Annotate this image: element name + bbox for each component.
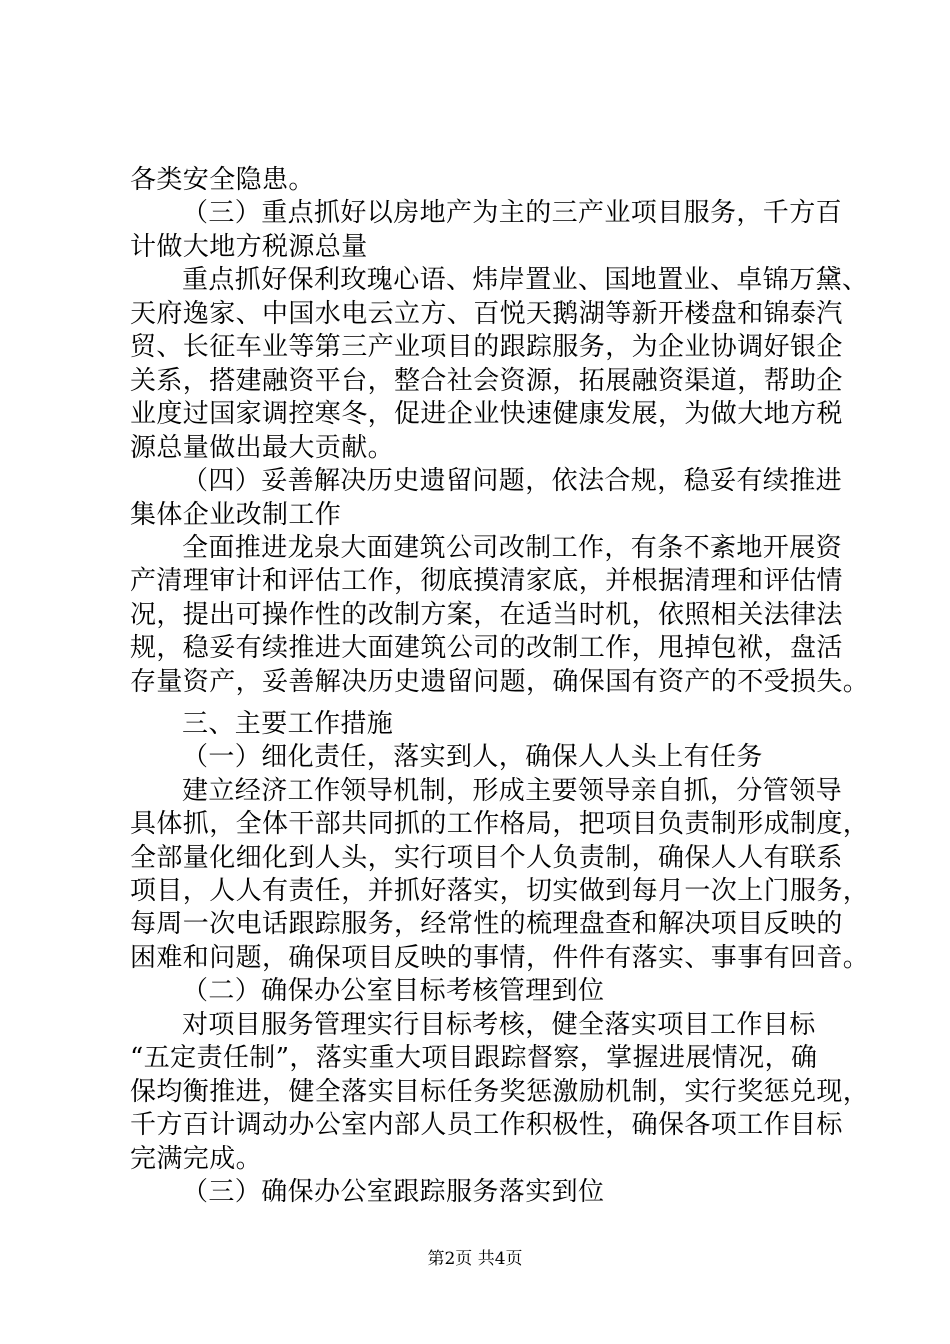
paragraph-line: 业度过国家调控寒冬，促进企业快速健康发展，为做大地方税: [130, 399, 843, 430]
section-heading: （三）确保办公室跟踪服务落实到位: [182, 1177, 605, 1208]
page-footer: 第2页 共4页: [427, 1249, 523, 1269]
paragraph-line: 规，稳妥有续推进大面建筑公司的改制工作，甩掉包袱，盘活: [130, 633, 843, 664]
paragraph-line: “五定责任制”，落实重大项目跟踪督察，掌握进展情况，确: [130, 1043, 818, 1074]
chapter-heading: 三、主要工作措施: [182, 708, 394, 739]
paragraph-line: 存量资产，妥善解决历史遗留问题，确保国有资产的不受损失。: [130, 666, 870, 697]
paragraph-line: 重点抓好保利玫瑰心语、炜岸置业、国地置业、卓锦万黛、: [182, 265, 869, 296]
paragraph-line: 贸、长征车业等第三产业项目的跟踪服务，为企业协调好银企: [130, 332, 843, 363]
paragraph-line: 完满完成。: [130, 1143, 263, 1174]
paragraph-line: 天府逸家、中国水电云立方、百悦天鹅湖等新开楼盘和锦泰汽: [130, 298, 843, 329]
section-heading: 计做大地方税源总量: [130, 231, 368, 262]
paragraph-line: 源总量做出最大贡献。: [130, 432, 395, 463]
paragraph-line: 具体抓，全体干部共同抓的工作格局，把项目负责制形成制度，: [130, 809, 870, 840]
paragraph-line: 关系，搭建融资平台，整合社会资源，拓展融资渠道，帮助企: [130, 365, 843, 396]
paragraph-line: 困难和问题，确保项目反映的事情，件件有落实、事事有回音。: [130, 942, 870, 973]
section-heading: （二）确保办公室目标考核管理到位: [182, 976, 605, 1007]
paragraph-line: 全面推进龙泉大面建筑公司改制工作，有条不紊地开展资: [182, 532, 843, 563]
section-heading: 集体企业改制工作: [130, 499, 342, 530]
paragraph-line: 项目，人人有责任，并抓好落实，切实做到每月一次上门服务，: [130, 875, 870, 906]
paragraph-line: 建立经济工作领导机制，形成主要领导亲自抓，分管领导: [182, 775, 843, 806]
paragraph-line: 对项目服务管理实行目标考核，健全落实项目工作目标: [182, 1009, 816, 1040]
paragraph-line: 每周一次电话跟踪服务，经常性的梳理盘查和解决项目反映的: [130, 909, 843, 940]
paragraph-line: 况，提出可操作性的改制方案，在适当时机，依照相关法律法: [130, 599, 843, 630]
section-heading: （一）细化责任，落实到人，确保人人头上有任务: [182, 742, 763, 773]
paragraph-line: 各类安全隐患。: [130, 164, 315, 195]
paragraph-line: 产清理审计和评估工作，彻底摸清家底，并根据清理和评估情: [130, 566, 843, 597]
paragraph-line: 全部量化细化到人头，实行项目个人负责制，确保人人有联系: [130, 842, 843, 873]
paragraph-line: 保均衡推进，健全落实目标任务奖惩激励机制，实行奖惩兑现，: [130, 1076, 870, 1107]
section-heading: （四）妥善解决历史遗留问题，依法合规，稳妥有续推进: [182, 466, 843, 497]
paragraph-line: 千方百计调动办公室内部人员工作积极性，确保各项工作目标: [130, 1110, 843, 1141]
section-heading: （三）重点抓好以房地产为主的三产业项目服务，千方百: [182, 198, 843, 229]
